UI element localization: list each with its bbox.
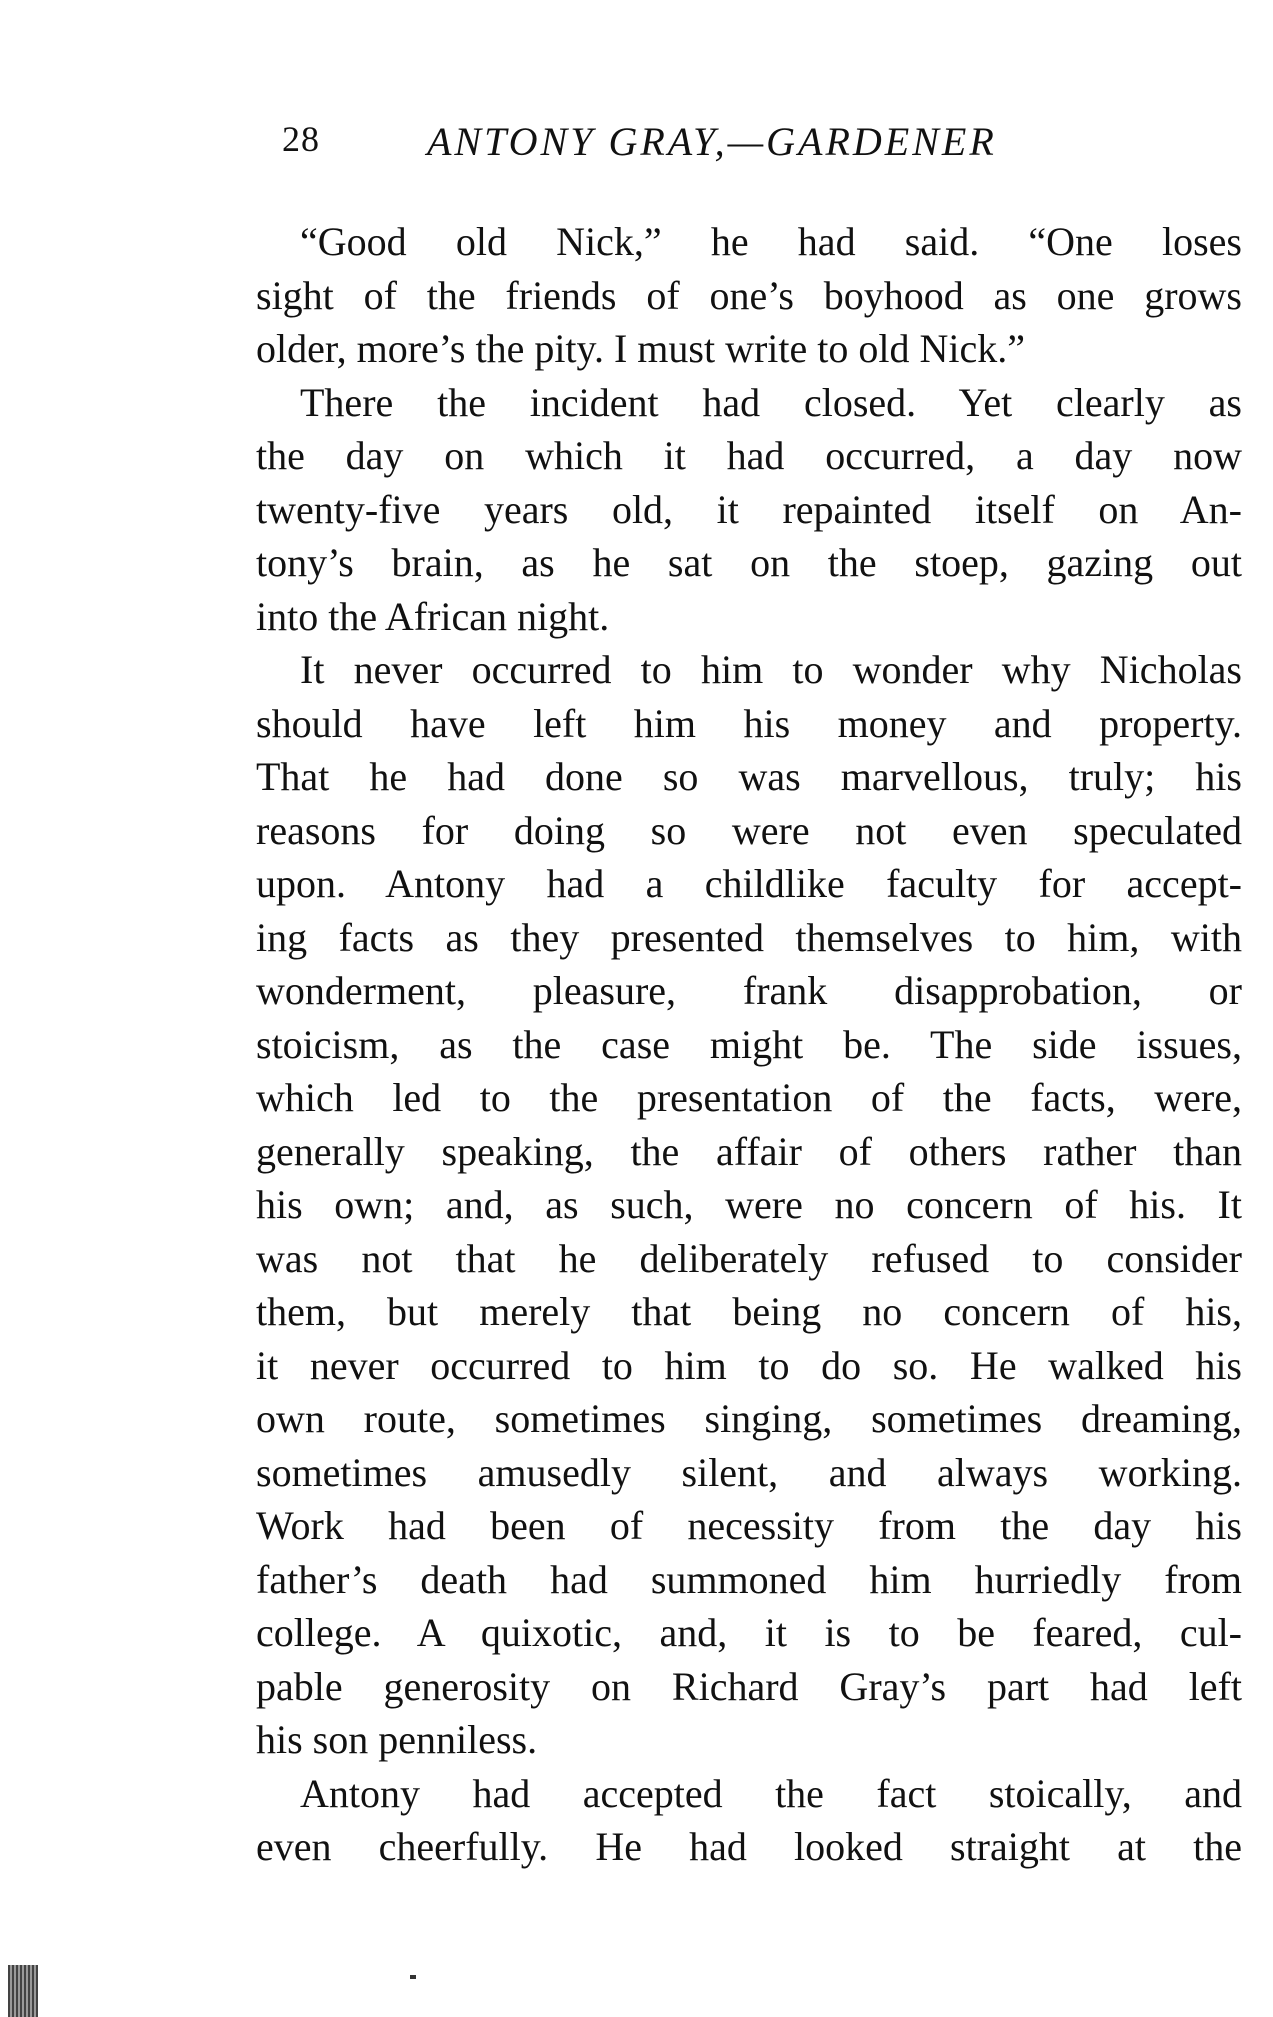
text-line: older, more’s the pity. I must write to old Nick.” [256,326,1025,371]
body-text [256,215,1242,1874]
scan-artifact [8,1965,38,2017]
page-number: 28 [282,119,320,159]
text-line: even cheerfully. He had looked straight at the [256,1824,1242,1869]
running-head: ANTONY GRAY,—GARDENER [427,119,997,164]
text-line: reasons for doing so were not even speculated [256,807,1242,853]
page-header [282,118,1242,168]
text-line: Antony had accepted the fact stoically, and [300,1770,1242,1816]
text-line: his son penniless. [256,1717,538,1762]
text-line: them, but merely that being no concern of his, [256,1289,1242,1334]
text-line: upon. Antony had a childlike faculty for accept- [256,861,1242,906]
scan-speck [410,1975,416,1979]
text-line: It never occurred to him to wonder why Nicholas [300,647,1242,692]
text-line: “Good old Nick,” he had said. “One loses [300,219,1242,264]
text-line: should have left him his money and property. [256,700,1242,746]
text-line: sight of the friends of one’s boyhood as one grows [256,272,1242,318]
text-line: which led to the presentation of the facts, were, [256,1075,1242,1120]
text-line: stoicism, as the case might be. The side issues, [256,1021,1242,1067]
text-line: sometimes amusedly silent, and always working. [256,1449,1242,1495]
text-line: twenty-five years old, it repainted itself on An- [256,486,1242,532]
text-line: his own; and, as such, were no concern of his. It [256,1182,1242,1227]
text-line: father’s death had summoned him hurriedly from [256,1556,1242,1602]
text-line: tony’s brain, as he sat on the stoep, gazing out [256,540,1242,585]
text-line: There the incident had closed. Yet clearly as [300,379,1242,425]
text-line: wonderment, pleasure, frank disapprobation, or [256,968,1242,1013]
text-line: into the African night. [256,593,610,639]
text-line: own route, sometimes singing, sometimes dreaming, [256,1396,1242,1441]
text-line: ing facts as they presented themselves to him, with [256,914,1242,960]
text-line: it never occurred to him to do so. He walked his [256,1342,1242,1388]
text-line: the day on which it had occurred, a day now [256,433,1242,478]
text-line: was not that he deliberately refused to consider [256,1235,1242,1281]
text-line: That he had done so was marvellous, truly; his [256,754,1242,799]
text-line: college. A quixotic, and, it is to be feared, cul- [256,1610,1242,1655]
text-line: pable generosity on Richard Gray’s part had left [256,1663,1242,1709]
text-line: generally speaking, the affair of others rather than [256,1128,1242,1174]
text-line: Work had been of necessity from the day his [256,1503,1242,1548]
